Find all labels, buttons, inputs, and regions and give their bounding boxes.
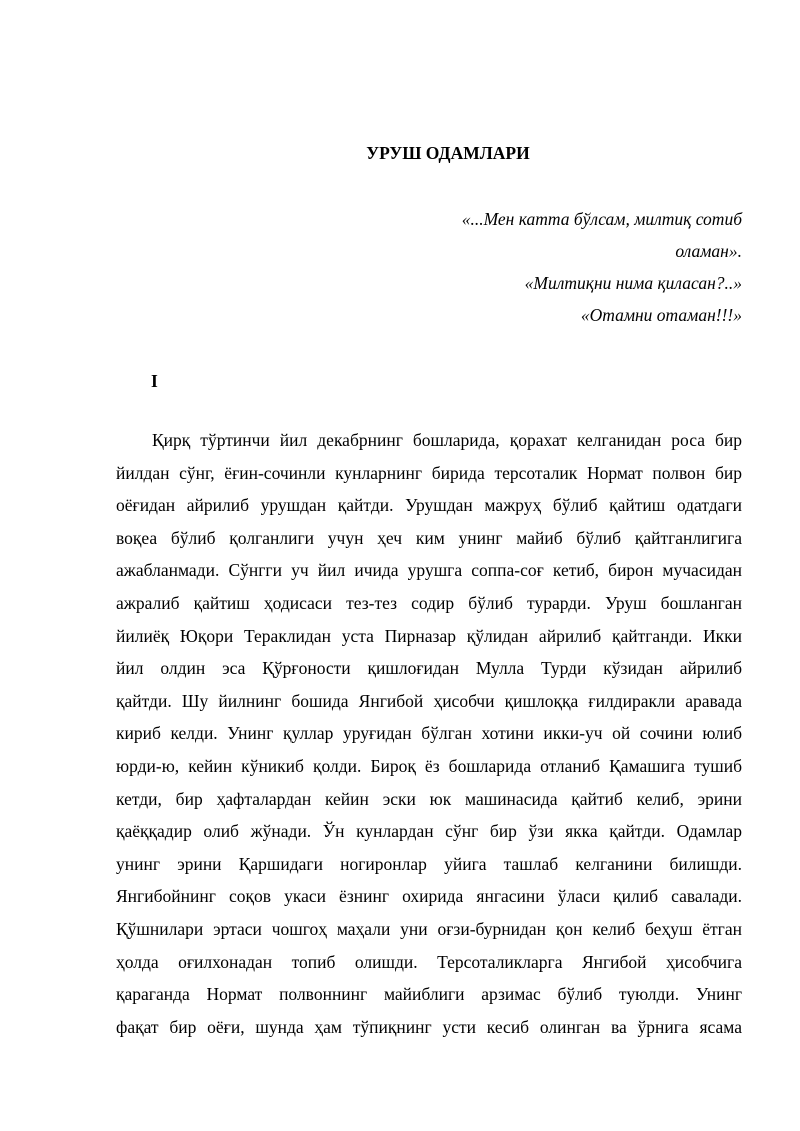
epigraph-line: «Милтиқни нима қиласан?..» — [524, 273, 742, 293]
body-line: йил олдин эса Қўрғоности қишлоғидан Мулла Турди кўзидан айрилиб — [116, 658, 742, 679]
body-line: фақат бир оёғи, шунда ҳам тўпиқнинг усти кесиб олинган ва ўрнига ясама — [116, 1016, 742, 1037]
body-line: қараганда Нормат полвоннинг майиблиги арзимас бўлиб туюлди. Унинг — [116, 984, 742, 1005]
body-line: Қўшнилари эртаси чошгоҳ маҳали уни оғзи-бурнидан қон келиб беҳуш ётган — [116, 918, 742, 939]
body-line: унинг эрини Қаршидаги ногиронлар уйига ташлаб келганини билишди. — [116, 853, 742, 874]
body-line: воқеа бўлиб қолганлиги учун ҳеч ким унинг майиб бўлиб қайтганлигига — [116, 527, 742, 548]
body-line: ажабланмади. Сўнгги уч йил ичида урушга соппа-соғ кетиб, бирон мучасидан — [116, 560, 742, 581]
body-line: кириб келди. Унинг қуллар уруғидан бўлган хотини икки-уч ой сочини юлиб — [116, 723, 742, 744]
body-line: оёғидан айрилиб урушдан қайтди. Урушдан мажруҳ бўлиб қайтиш одатдаги — [116, 495, 742, 516]
body-line: Қирқ тўртинчи йил декабрнинг бошларида, қорахат келганидан роса бир — [152, 430, 742, 450]
body-line: юрди-ю, кейин кўникиб қолди. Бироқ ёз бошларида отланиб Қамашига тушиб — [116, 755, 742, 776]
epigraph — [382, 203, 742, 331]
body-line: ажралиб қайтиш ҳодисаси тез-тез содир бўлиб турарди. Уруш бошланган — [116, 592, 742, 613]
epigraph-line: «...Мен катта бўлсам, милтиқ сотиб — [461, 209, 742, 229]
body-line: қайтди. Шу йилнинг бошида Янгибой ҳисобчи қишлоққа ғилдиракли аравада — [116, 690, 742, 711]
body-line: йилдан сўнг, ёғин-сочинли кунларнинг бирида терсоталик Нормат полвон бир — [116, 462, 742, 483]
body-line: кетди, бир ҳафталардан кейин эски юк машинасида қайтиб келиб, эрини — [116, 788, 742, 809]
document-title: УРУШ ОДАМЛАРИ — [366, 143, 530, 163]
body-line: қаёққадир олиб жўнади. Ўн кунлардан сўнг бир ўзи якка қайтди. Одамлар — [116, 821, 742, 842]
epigraph-line: оламан». — [675, 241, 742, 261]
body-line: Янгибойнинг соқов укаси ёзнинг охирида янгасини ўласи қилиб савалади. — [116, 886, 742, 907]
epigraph-line: «Отамни отаман!!!» — [580, 305, 742, 325]
chapter-number: I — [151, 371, 158, 391]
body-line: ҳолда оғилхонадан топиб олишди. Терсоталикларга Янгибой ҳисобчига — [116, 951, 742, 972]
body-line: йилиёқ Юқори Тераклидан уста Пирназар қўлидан айрилиб қайтганди. Икки — [116, 625, 742, 646]
body-paragraph — [116, 424, 742, 1043]
